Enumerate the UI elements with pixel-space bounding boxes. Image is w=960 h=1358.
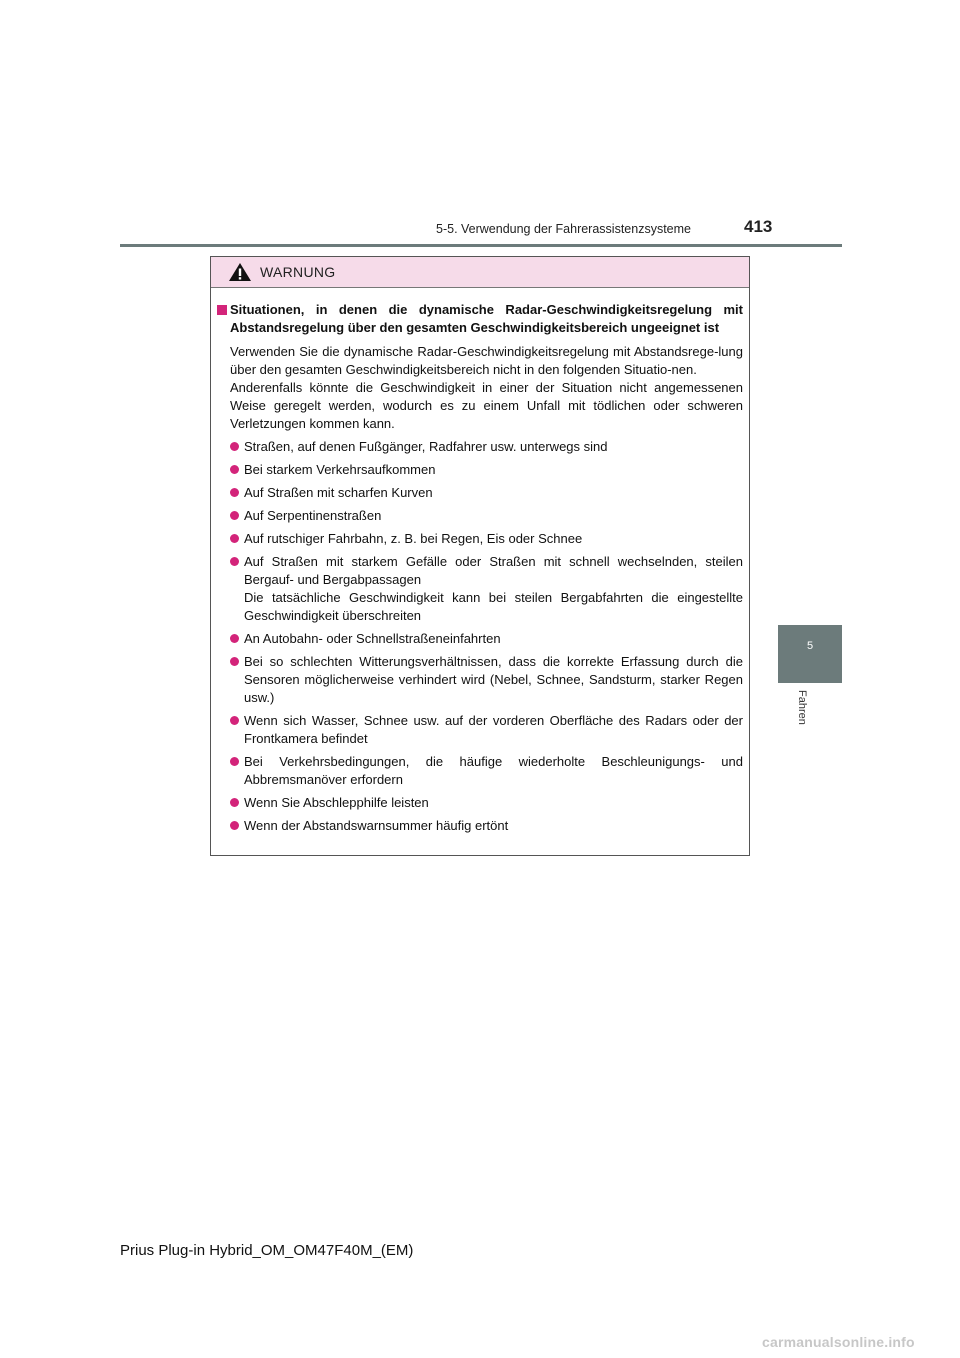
list-item	[230, 753, 743, 789]
list-item-text: Auf Serpentinenstraßen	[244, 508, 382, 523]
bullet-icon	[230, 442, 239, 451]
page-number: 413	[744, 217, 773, 236]
list-item-text: Auf Straßen mit starkem Gefälle oder Straßen mit schnell wechselnden, steilen Bergauf- und Bergabpassagen Die tatsächliche Geschwindigkeit kann bei steilen Bergabfahrten die eingestellte Geschwindigkeit überschreiten	[244, 554, 743, 623]
list-item	[230, 530, 743, 548]
warning-triangle-icon	[228, 262, 252, 282]
section-header: 5-5. Verwendung der Fahrerassistenzsysteme	[436, 222, 691, 236]
list-item	[230, 461, 743, 479]
bullet-icon	[230, 511, 239, 520]
chapter-label-text: Fahren	[796, 690, 808, 725]
warning-section-title	[217, 301, 743, 337]
list-item-text: Straßen, auf denen Fußgänger, Radfahrer usw. unterwegs sind	[244, 439, 608, 454]
bullet-icon	[230, 534, 239, 543]
chapter-label	[796, 690, 808, 750]
warning-item-list	[217, 438, 743, 835]
watermark: carmanualsonline.info	[762, 1334, 915, 1350]
warning-intro: Verwenden Sie die dynamische Radar-Geschwindigkeitsregelung mit Abstandsrege-lung über den gesamten Geschwindigkeitsbereich nicht in den folgenden Situatio-nen. Anderenfalls könnte die Geschwindigkeit in einer der Situation nicht angemessenen Weise geregelt werden, wodurch es zu einem Unfall mit tödlichen oder schweren Verletzungen kommen kann.	[230, 344, 743, 431]
list-item	[230, 630, 743, 648]
list-item-text: Auf Straßen mit scharfen Kurven	[244, 485, 433, 500]
list-item-text: Wenn der Abstandswarnsummer häufig ertönt	[244, 818, 509, 833]
warning-body	[211, 288, 749, 835]
bullet-icon	[230, 757, 239, 766]
list-item	[230, 653, 743, 707]
bullet-icon	[230, 488, 239, 497]
bullet-icon	[230, 821, 239, 830]
warning-header	[211, 257, 749, 288]
list-item	[230, 484, 743, 502]
bullet-icon	[230, 557, 239, 566]
header-divider	[120, 244, 842, 247]
square-bullet-icon	[217, 305, 227, 315]
warning-section-title-text: Situationen, in denen die dynamische Radar-Geschwindigkeitsregelung mit Abstandsregelung über den gesamten Geschwindigkeitsbereich ungeeignet ist	[230, 302, 743, 335]
list-item	[230, 712, 743, 748]
list-item-text: Wenn Sie Abschlepphilfe leisten	[244, 795, 429, 810]
bullet-icon	[230, 798, 239, 807]
bullet-icon	[230, 716, 239, 725]
list-item	[230, 507, 743, 525]
warning-box	[210, 256, 750, 856]
chapter-number: 5	[806, 640, 814, 652]
list-item-text: Bei starkem Verkehrsaufkommen	[244, 462, 436, 477]
list-item-text: Wenn sich Wasser, Schnee usw. auf der vorderen Oberfläche des Radars oder der Frontkamera befindet	[244, 713, 743, 746]
list-item	[230, 817, 743, 835]
list-item-text: An Autobahn- oder Schnellstraßeneinfahrten	[244, 631, 501, 646]
bullet-icon	[230, 657, 239, 666]
bullet-icon	[230, 634, 239, 643]
list-item	[230, 794, 743, 812]
list-item-text: Bei Verkehrsbedingungen, die häufige wiederholte Beschleunigungs- und Abbremsmanöver erfordern	[244, 754, 743, 787]
list-item	[230, 438, 743, 456]
chapter-tab	[778, 625, 842, 683]
list-item	[230, 553, 743, 625]
bullet-icon	[230, 465, 239, 474]
document-id: Prius Plug-in Hybrid_OM_OM47F40M_(EM)	[120, 1242, 414, 1259]
warning-title: WARNUNG	[260, 264, 336, 280]
list-item-text: Bei so schlechten Witterungsverhältnissen, dass die korrekte Erfassung durch die Sensoren möglicherweise verhindert wird (Nebel, Schnee, Sandsturm, starker Regen usw.)	[244, 654, 743, 705]
list-item-text: Auf rutschiger Fahrbahn, z. B. bei Regen, Eis oder Schnee	[244, 531, 583, 546]
